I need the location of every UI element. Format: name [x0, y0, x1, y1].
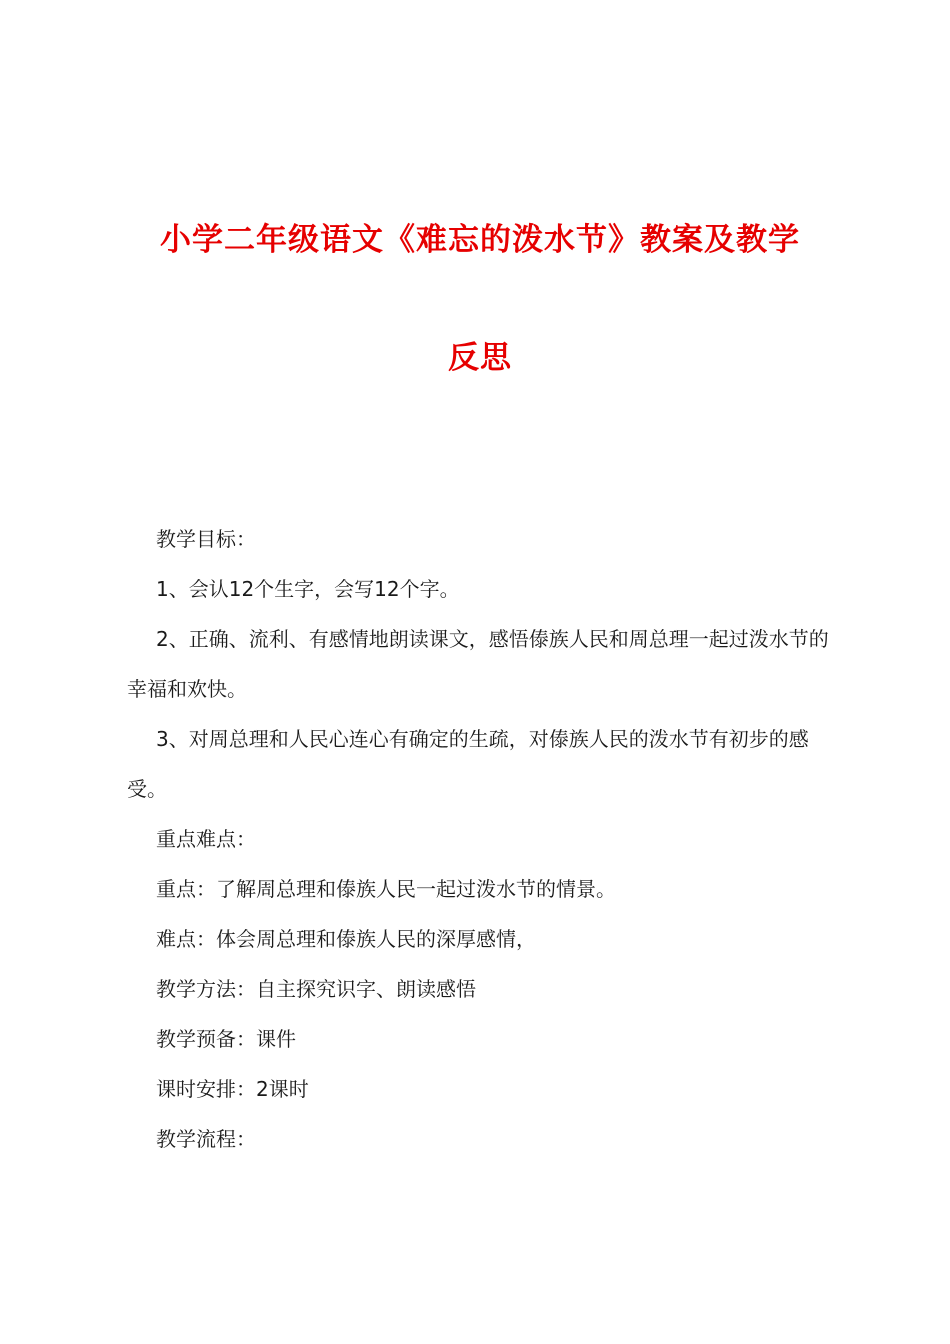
section-heading-process: 教学流程：: [156, 1127, 256, 1151]
objective-item-3: 3、对周总理和人民心连心有确定的生疏，对傣族人民的泼水节有初步的感受。: [127, 727, 809, 801]
objective-item-2: 2、正确、流利、有感情地朗读课文，感悟傣族人民和周总理一起过泼水节的幸福和欢快。: [127, 627, 829, 701]
key-point-paragraph: 重点：了解周总理和傣族人民一起过泼水节的情景。: [156, 877, 616, 901]
document-title-line-2: 反思: [448, 340, 512, 376]
section-heading-key-points: 重点难点：: [156, 827, 256, 851]
difficulty-paragraph: 难点：体会周总理和傣族人民的深厚感情，: [156, 927, 536, 951]
teaching-preparation-paragraph: 教学预备：课件: [156, 1027, 296, 1051]
document-title-line-1: 小学二年级语文《难忘的泼水节》教案及教学: [160, 222, 800, 258]
teaching-method-paragraph: 教学方法：自主探究识字、朗读感悟: [156, 977, 476, 1001]
lesson-schedule-paragraph: 课时安排：2课时: [156, 1077, 309, 1101]
section-heading-objectives: 教学目标：: [156, 527, 256, 551]
document-body: [127, 514, 837, 1164]
objective-item-1: 1、会认12个生字，会写12个字。: [156, 577, 460, 601]
